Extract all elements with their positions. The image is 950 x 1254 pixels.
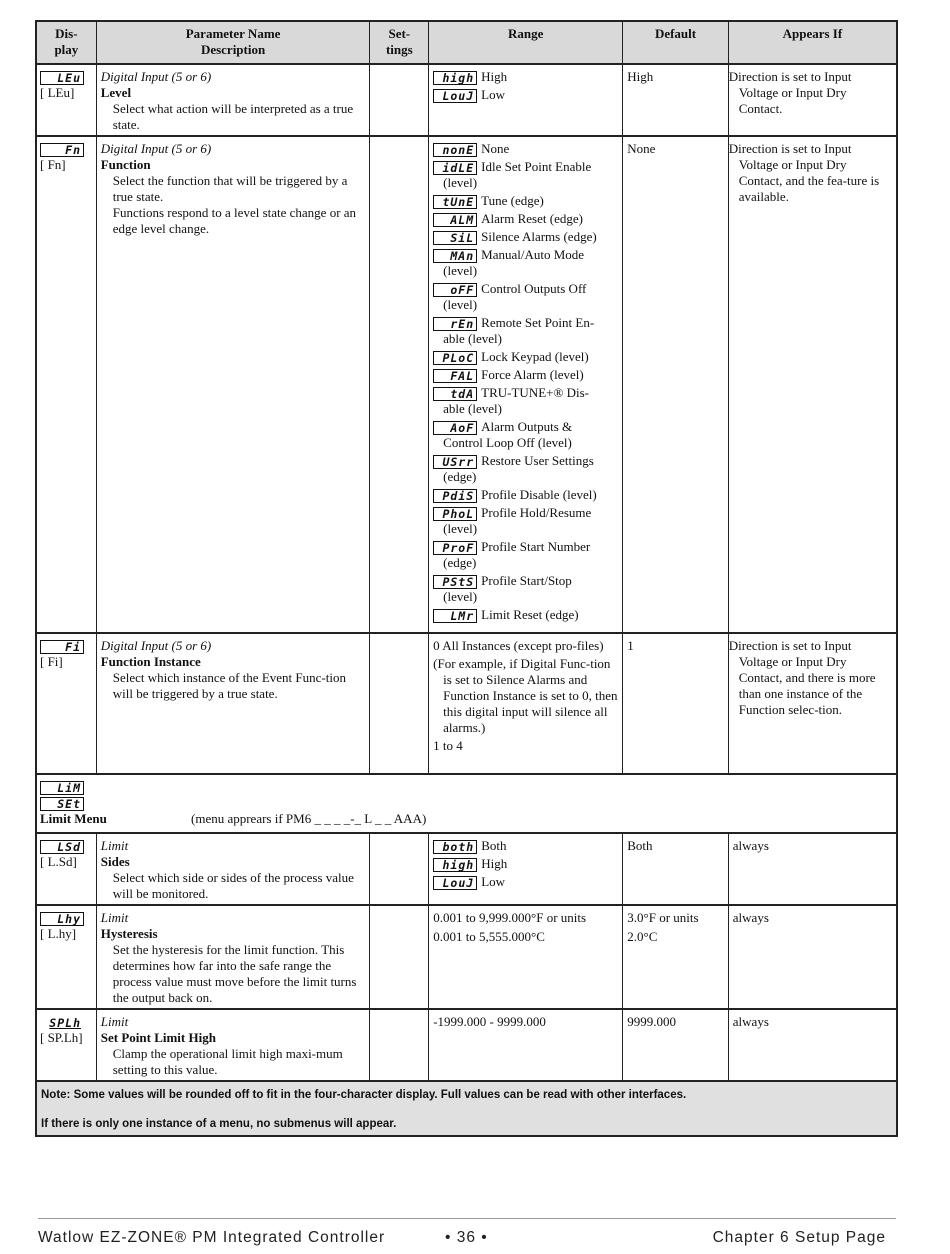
parameter-category: Limit bbox=[100, 910, 129, 925]
range-item: FAL Force Alarm (level) bbox=[433, 367, 618, 383]
lcd-display: oFF bbox=[433, 283, 477, 297]
range-item: ALM Alarm Reset (edge) bbox=[433, 211, 618, 227]
header-settings: Set- tings bbox=[369, 22, 428, 63]
range-item: MAn Manual/Auto Mode (level) bbox=[433, 247, 618, 279]
display-cell bbox=[37, 65, 96, 135]
parameter-description: Select which side or sides of the process value will be monitored. bbox=[112, 870, 354, 901]
settings-cell bbox=[369, 65, 428, 135]
default-cell: 1 bbox=[622, 634, 728, 773]
settings-cell bbox=[369, 634, 428, 773]
range-item: PdiS Profile Disable (level) bbox=[433, 487, 618, 503]
lcd-display: MAn bbox=[433, 249, 477, 263]
lcd-display: LEu bbox=[40, 71, 84, 85]
display-code: [ Fi] bbox=[40, 654, 63, 670]
header-range: Range bbox=[428, 22, 622, 63]
range-item: PhoL Profile Hold/Resume (level) bbox=[433, 505, 618, 537]
lcd-display: PdiS bbox=[433, 489, 477, 503]
header-display: Dis- play bbox=[54, 26, 79, 57]
appears-if-cell: Direction is set to Input Voltage or Input Dry Contact. bbox=[728, 65, 896, 135]
appears-if-cell: always bbox=[728, 1010, 896, 1080]
parameter-category: Limit bbox=[100, 1014, 129, 1029]
range-cell: -1999.000 - 9999.000 bbox=[428, 1010, 622, 1080]
menu-cell bbox=[37, 775, 896, 832]
lcd-display: both bbox=[433, 840, 477, 854]
lcd-display: LouJ bbox=[433, 876, 477, 890]
lcd-display: USrr bbox=[433, 455, 477, 469]
display-cell bbox=[37, 137, 96, 632]
table-row-set-point-limit-high bbox=[37, 1008, 896, 1080]
settings-cell bbox=[369, 137, 428, 632]
range-item: idLE Idle Set Point Enable (level) bbox=[433, 159, 618, 191]
range-cell bbox=[428, 65, 622, 135]
parameter-cell bbox=[96, 906, 370, 1008]
range-text: 1 to 4 bbox=[433, 738, 463, 753]
range-item: nonE None bbox=[433, 141, 618, 157]
parameter-name: Set Point Limit High bbox=[100, 1030, 216, 1045]
range-item: ProF Profile Start Number (edge) bbox=[433, 539, 618, 571]
lcd-display: ProF bbox=[433, 541, 477, 555]
lcd-display: SEt bbox=[40, 797, 84, 811]
parameter-description: Select the function that will be triggered by a true state. bbox=[112, 173, 348, 204]
range-text: (For example, if Digital Func-tion is set to Silence Alarms and Function Instance is set to 0, then this digital input will silence all alarms.) bbox=[433, 656, 618, 735]
range-cell bbox=[428, 634, 622, 773]
parameter-cell bbox=[96, 834, 370, 904]
parameter-name: Function Instance bbox=[100, 654, 201, 669]
default-cell: 9999.000 bbox=[622, 1010, 728, 1080]
display-cell bbox=[37, 1010, 96, 1080]
range-text: 0.001 to 5,555.000°C bbox=[433, 929, 545, 944]
display-code: [ L.Sd] bbox=[40, 854, 77, 870]
range-item: PStS Profile Start/Stop (level) bbox=[433, 573, 618, 605]
range-item: tUnE Tune (edge) bbox=[433, 193, 618, 209]
parameter-table bbox=[35, 20, 898, 1137]
menu-title: Limit Menu bbox=[40, 811, 107, 827]
lcd-display: idLE bbox=[433, 161, 477, 175]
lcd-display: LouJ bbox=[433, 89, 477, 103]
parameter-category: Digital Input (5 or 6) bbox=[100, 638, 212, 653]
default-text: 3.0°F or units bbox=[627, 910, 699, 925]
parameter-category: Limit bbox=[100, 838, 129, 853]
parameter-description: Clamp the operational limit high maxi-mum setting to this value. bbox=[112, 1046, 343, 1077]
default-cell: None bbox=[622, 137, 728, 632]
note-submenus: If there is only one instance of a menu, no submenus will appear. bbox=[41, 1118, 397, 1130]
range-item: PLoC Lock Keypad (level) bbox=[433, 349, 618, 365]
default-cell bbox=[622, 906, 728, 1008]
table-row-level bbox=[37, 63, 896, 135]
appears-if-cell: Direction is set to Input Voltage or Input Dry Contact, and the fea-ture is available. bbox=[728, 137, 896, 632]
lcd-display: Lhy bbox=[40, 912, 84, 926]
page-number: • 36 • bbox=[445, 1229, 488, 1246]
page-footer bbox=[38, 1218, 896, 1246]
lcd-display: nonE bbox=[433, 143, 477, 157]
header-appears-if: Appears If bbox=[728, 22, 896, 63]
range-item: high High bbox=[433, 856, 618, 872]
lcd-display: LiM bbox=[40, 781, 84, 795]
display-code: [ L.hy] bbox=[40, 926, 77, 942]
lcd-display: high bbox=[433, 858, 477, 872]
range-item: high High bbox=[433, 69, 618, 85]
parameter-category: Digital Input (5 or 6) bbox=[100, 69, 212, 84]
lcd-display: ALM bbox=[433, 213, 477, 227]
header-default: Default bbox=[622, 22, 728, 63]
menu-note: (menu apprears if PM6 _ _ _ _-_ L _ _ AAA) bbox=[191, 811, 427, 827]
parameter-description: Select which instance of the Event Func-tion will be triggered by a true state. bbox=[112, 670, 346, 701]
table-row-hysteresis bbox=[37, 904, 896, 1008]
parameter-cell bbox=[96, 634, 370, 773]
lcd-display: rEn bbox=[433, 317, 477, 331]
range-item: LMr Limit Reset (edge) bbox=[433, 607, 618, 623]
note-rounding: Note: Some values will be rounded off to fit in the four-character display. Full values can be read with other interfaces. bbox=[41, 1089, 687, 1101]
range-item: oFF Control Outputs Off (level) bbox=[433, 281, 618, 313]
settings-cell bbox=[369, 906, 428, 1008]
range-item: AoF Alarm Outputs & Control Loop Off (level) bbox=[433, 419, 618, 451]
lcd-display: high bbox=[433, 71, 477, 85]
lcd-display: AoF bbox=[433, 421, 477, 435]
parameter-description: Functions respond to a level state change or an edge level change. bbox=[112, 205, 357, 236]
settings-cell bbox=[369, 834, 428, 904]
table-header bbox=[37, 22, 896, 63]
range-item: both Both bbox=[433, 838, 618, 854]
display-cell bbox=[37, 906, 96, 1008]
settings-cell bbox=[369, 1010, 428, 1080]
range-cell bbox=[428, 906, 622, 1008]
footer-chapter: Chapter 6 Setup Page bbox=[712, 1229, 886, 1246]
parameter-name: Level bbox=[100, 85, 132, 100]
display-code: [ Fn] bbox=[40, 157, 66, 173]
header-parameter: Parameter Name Description bbox=[96, 22, 370, 63]
lcd-display: FAL bbox=[433, 369, 477, 383]
appears-if-cell: always bbox=[728, 906, 896, 1008]
lcd-display: tdA bbox=[433, 387, 477, 401]
range-item: USrr Restore User Settings (edge) bbox=[433, 453, 618, 485]
appears-if-cell: always bbox=[728, 834, 896, 904]
default-cell: Both bbox=[622, 834, 728, 904]
parameter-description: Select what action will be interpreted as a true state. bbox=[112, 101, 354, 132]
display-code: [ LEu] bbox=[40, 85, 75, 101]
parameter-name: Sides bbox=[100, 854, 130, 869]
display-cell bbox=[37, 634, 96, 773]
lcd-display: PStS bbox=[433, 575, 477, 589]
lcd-display: LMr bbox=[433, 609, 477, 623]
range-item: SiL Silence Alarms (edge) bbox=[433, 229, 618, 245]
range-text: 0.001 to 9,999.000°F or units bbox=[433, 910, 587, 925]
range-cell bbox=[428, 137, 622, 632]
parameter-category: Digital Input (5 or 6) bbox=[100, 141, 212, 156]
lcd-display: Fi bbox=[40, 640, 84, 654]
range-item: tdA TRU-TUNE+® Dis- able (level) bbox=[433, 385, 618, 417]
range-item: LouJ Low bbox=[433, 87, 618, 103]
range-item: rEn Remote Set Point En- able (level) bbox=[433, 315, 618, 347]
parameter-name: Hysteresis bbox=[100, 926, 158, 941]
footer-title: Watlow EZ-ZONE® PM Integrated Controller bbox=[38, 1229, 386, 1246]
display-cell bbox=[37, 834, 96, 904]
range-item: LouJ Low bbox=[433, 874, 618, 890]
range-text: 0 All Instances (except pro-files) bbox=[433, 638, 604, 653]
parameter-description: Set the hysteresis for the limit function. This determines how far into the safe range the process value must move before the limit turns the output back on. bbox=[112, 942, 357, 1005]
parameter-cell bbox=[96, 137, 370, 632]
lcd-display: tUnE bbox=[433, 195, 477, 209]
lcd-display: SiL bbox=[433, 231, 477, 245]
lcd-display: PLoC bbox=[433, 351, 477, 365]
lcd-display: SPLh bbox=[49, 1016, 81, 1031]
limit-menu-row bbox=[37, 773, 896, 832]
default-text: 2.0°C bbox=[627, 929, 658, 944]
lcd-display: PhoL bbox=[433, 507, 477, 521]
parameter-cell bbox=[96, 1010, 370, 1080]
table-row-function bbox=[37, 135, 896, 632]
lcd-display: Fn bbox=[40, 143, 84, 157]
lcd-display: LSd bbox=[40, 840, 84, 854]
table-row-function-instance bbox=[37, 632, 896, 773]
range-cell bbox=[428, 834, 622, 904]
table-row-sides bbox=[37, 832, 896, 904]
parameter-name: Function bbox=[100, 157, 151, 172]
appears-if-cell: Direction is set to Input Voltage or Input Dry Contact, and there is more than one instance of the Function selec-tion. bbox=[728, 634, 896, 773]
table-note bbox=[37, 1080, 896, 1135]
default-cell: High bbox=[622, 65, 728, 135]
parameter-cell bbox=[96, 65, 370, 135]
display-code: [ SP.Lh] bbox=[40, 1030, 83, 1046]
